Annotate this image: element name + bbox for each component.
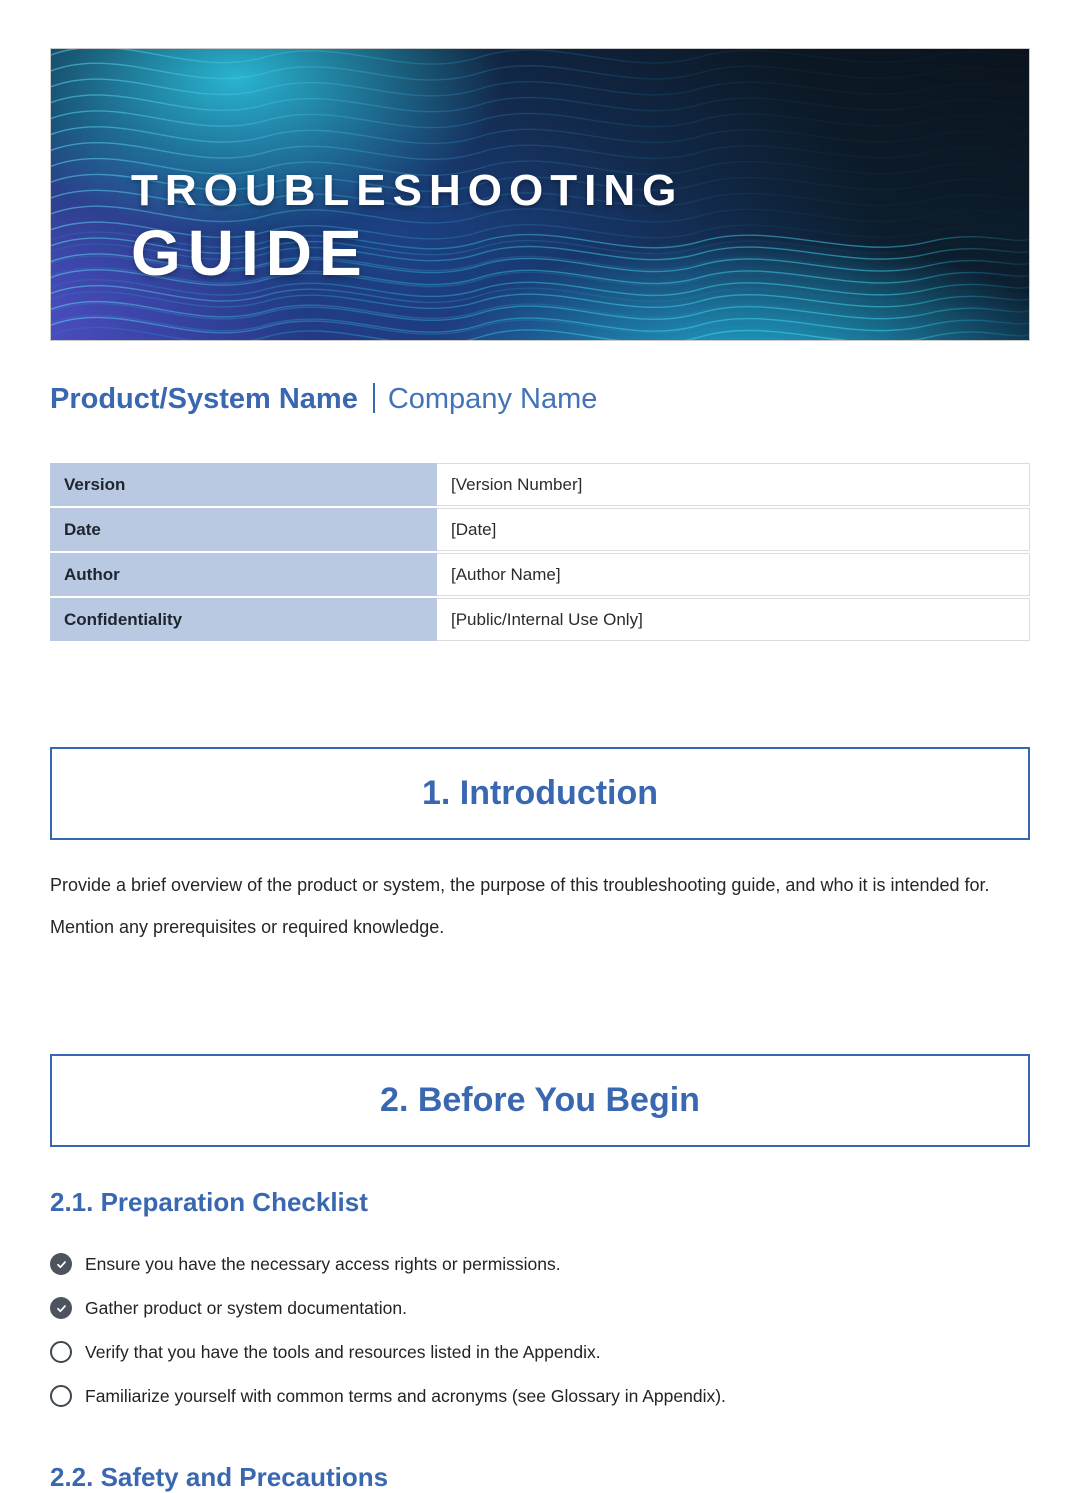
subsection-title-preparation-checklist: 2.1. Preparation Checklist — [50, 1187, 368, 1217]
product-system-name: Product/System Name — [50, 383, 358, 415]
list-item — [50, 1242, 1030, 1286]
checked-circle-icon[interactable] — [50, 1253, 72, 1275]
meta-value-confidentiality: [Public/Internal Use Only] — [437, 598, 1030, 641]
checklist-item-label: Gather product or system documentation. — [85, 1297, 407, 1318]
meta-value-version: [Version Number] — [437, 463, 1030, 506]
banner-title-line1: TROUBLESHOOTING — [131, 166, 684, 215]
title-divider — [373, 383, 375, 413]
meta-label-version: Version — [50, 463, 437, 506]
section-heading-before-you-begin — [50, 1054, 1030, 1147]
section-title-introduction: 1. Introduction — [421, 774, 659, 812]
company-name: Company Name — [387, 383, 598, 415]
banner-image — [50, 48, 1030, 341]
meta-value-author: [Author Name] — [437, 553, 1030, 596]
banner-title — [131, 166, 684, 290]
introduction-paragraph: Provide a brief overview of the product or system, the purpose of this troubleshooting guide, and who it is intended for. Mention any prerequisites or required knowledge. — [50, 875, 990, 937]
section-heading-introduction — [50, 747, 1030, 840]
subsection-title-safety-and-precautions: 2.2. Safety and Precautions — [50, 1462, 389, 1492]
list-item — [50, 1330, 1030, 1374]
unchecked-circle-icon[interactable] — [50, 1385, 72, 1407]
page-title — [50, 381, 1030, 417]
meta-label-author: Author — [50, 553, 437, 596]
meta-value-date: [Date] — [437, 508, 1030, 551]
table-row-author — [50, 553, 1030, 596]
meta-label-date: Date — [50, 508, 437, 551]
table-row-confidentiality — [50, 598, 1030, 641]
checklist-item-label: Ensure you have the necessary access rights or permissions. — [85, 1253, 561, 1274]
preparation-checklist — [50, 1242, 1030, 1418]
checklist-item-label: Verify that you have the tools and resources listed in the Appendix. — [85, 1341, 601, 1362]
banner-title-line2: GUIDE — [131, 217, 369, 290]
list-item — [50, 1374, 1030, 1418]
section-title-before-you-begin: 2. Before You Begin — [380, 1081, 700, 1119]
table-row-date — [50, 508, 1030, 551]
table-row-version — [50, 463, 1030, 506]
unchecked-circle-icon[interactable] — [50, 1341, 72, 1363]
checked-circle-icon[interactable] — [50, 1297, 72, 1319]
document-meta-table — [50, 461, 1030, 643]
checklist-item-label: Familiarize yourself with common terms and acronyms (see Glossary in Appendix). — [85, 1385, 726, 1406]
meta-label-confidentiality: Confidentiality — [50, 598, 437, 641]
list-item — [50, 1286, 1030, 1330]
